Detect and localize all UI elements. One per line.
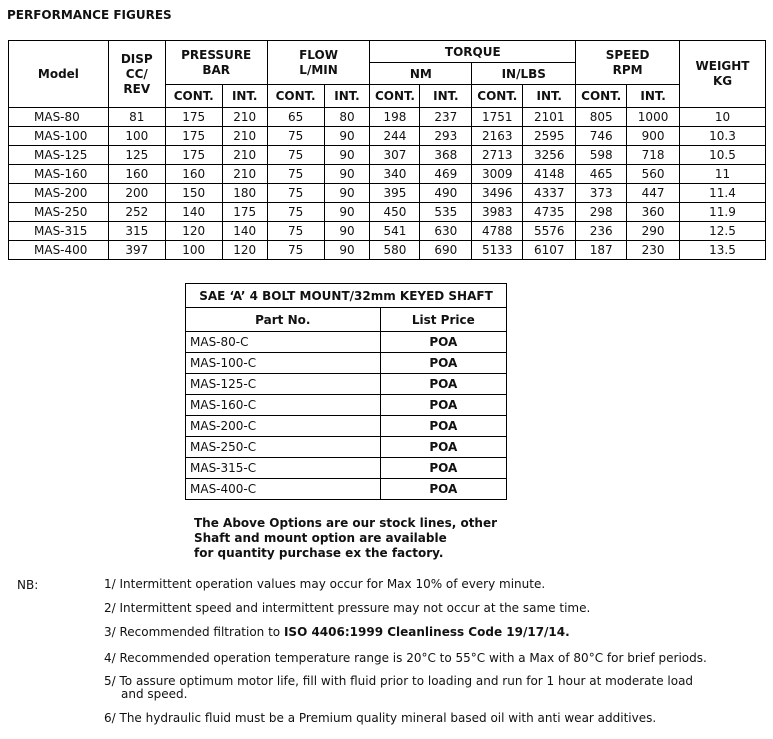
value-cell: 465: [576, 165, 627, 184]
value-cell: 360: [627, 203, 680, 222]
part-number-cell: MAS-400-C: [186, 479, 381, 500]
header-int: INT.: [324, 85, 370, 108]
value-cell: 210: [222, 165, 267, 184]
note-6: 6/ The hydraulic fluid must be a Premium quality mineral based oil with anti wear additives.: [104, 711, 657, 725]
value-cell: 230: [627, 241, 680, 260]
value-cell: 2595: [523, 127, 576, 146]
value-cell: 75: [267, 184, 324, 203]
value-cell: 395: [370, 184, 420, 203]
table-row: [186, 458, 507, 479]
value-cell: 3983: [472, 203, 523, 222]
note-1: 1/ Intermittent operation values may occur for Max 10% of every minute.: [104, 577, 546, 591]
table-row: [9, 222, 766, 241]
table-row: [186, 353, 507, 374]
value-cell: 4788: [472, 222, 523, 241]
model-cell: MAS-315: [9, 222, 109, 241]
value-cell: 5133: [472, 241, 523, 260]
model-cell: MAS-160: [9, 165, 109, 184]
value-cell: 10.5: [680, 146, 766, 165]
header-torque: TORQUE: [370, 41, 576, 63]
value-cell: 237: [420, 108, 472, 127]
table-row: [9, 127, 766, 146]
value-cell: 373: [576, 184, 627, 203]
header-speed: SPEED RPM: [576, 41, 680, 85]
table-row: [9, 146, 766, 165]
header-cont: CONT.: [267, 85, 324, 108]
value-cell: 746: [576, 127, 627, 146]
value-cell: 100: [108, 127, 165, 146]
value-cell: 397: [108, 241, 165, 260]
stock-line: The Above Options are our stock lines, other: [194, 516, 498, 530]
model-cell: MAS-250: [9, 203, 109, 222]
table-row: [186, 332, 507, 353]
value-cell: 175: [222, 203, 267, 222]
header-flow: FLOW L/MIN: [267, 41, 370, 85]
value-cell: 90: [324, 165, 370, 184]
value-cell: 90: [324, 222, 370, 241]
list-price-cell: POA: [380, 458, 506, 479]
value-cell: 293: [420, 127, 472, 146]
value-cell: 340: [370, 165, 420, 184]
value-cell: 10.3: [680, 127, 766, 146]
value-cell: 140: [165, 203, 222, 222]
header-list-price: List Price: [380, 308, 506, 332]
value-cell: 187: [576, 241, 627, 260]
value-cell: 175: [165, 146, 222, 165]
part-number-cell: MAS-200-C: [186, 416, 381, 437]
value-cell: 368: [420, 146, 472, 165]
value-cell: 2163: [472, 127, 523, 146]
value-cell: 12.5: [680, 222, 766, 241]
value-cell: 75: [267, 241, 324, 260]
value-cell: 90: [324, 203, 370, 222]
value-cell: 75: [267, 203, 324, 222]
parts-table-title: SAE ‘A’ 4 BOLT MOUNT/32mm KEYED SHAFT: [186, 284, 507, 308]
header-int: INT.: [222, 85, 267, 108]
header-cont: CONT.: [472, 85, 523, 108]
value-cell: 252: [108, 203, 165, 222]
value-cell: 160: [165, 165, 222, 184]
value-cell: 175: [165, 108, 222, 127]
header-part-no: Part No.: [186, 308, 381, 332]
nb-label: NB:: [17, 578, 39, 592]
list-price-cell: POA: [380, 332, 506, 353]
value-cell: 4337: [523, 184, 576, 203]
value-cell: 65: [267, 108, 324, 127]
note-4: 4/ Recommended operation temperature range is 20°C to 55°C with a Max of 80°C for brief periods.: [104, 651, 707, 665]
value-cell: 200: [108, 184, 165, 203]
value-cell: 90: [324, 146, 370, 165]
value-cell: 900: [627, 127, 680, 146]
value-cell: 580: [370, 241, 420, 260]
parts-price-table: [185, 283, 507, 500]
table-row: [9, 203, 766, 222]
table-row: [9, 165, 766, 184]
table-row: [9, 184, 766, 203]
table-row: [9, 108, 766, 127]
table-row: [186, 374, 507, 395]
value-cell: 1000: [627, 108, 680, 127]
part-number-cell: MAS-100-C: [186, 353, 381, 374]
value-cell: 5576: [523, 222, 576, 241]
header-int: INT.: [627, 85, 680, 108]
list-price-cell: POA: [380, 416, 506, 437]
value-cell: 2713: [472, 146, 523, 165]
value-cell: 447: [627, 184, 680, 203]
value-cell: 75: [267, 146, 324, 165]
header-int: INT.: [420, 85, 472, 108]
stock-lines-notice: [194, 516, 497, 561]
value-cell: 81: [108, 108, 165, 127]
value-cell: 75: [267, 222, 324, 241]
table-row: [186, 437, 507, 458]
value-cell: 298: [576, 203, 627, 222]
header-pressure: PRESSURE BAR: [165, 41, 267, 85]
value-cell: 80: [324, 108, 370, 127]
value-cell: 210: [222, 127, 267, 146]
value-cell: 315: [108, 222, 165, 241]
model-cell: MAS-200: [9, 184, 109, 203]
value-cell: 560: [627, 165, 680, 184]
value-cell: 307: [370, 146, 420, 165]
value-cell: 125: [108, 146, 165, 165]
value-cell: 90: [324, 184, 370, 203]
value-cell: 11.4: [680, 184, 766, 203]
model-cell: MAS-80: [9, 108, 109, 127]
header-weight: WEIGHT KG: [680, 41, 766, 108]
value-cell: 290: [627, 222, 680, 241]
value-cell: 13.5: [680, 241, 766, 260]
list-price-cell: POA: [380, 374, 506, 395]
header-model: Model: [9, 41, 109, 108]
stock-line: Shaft and mount option are available: [194, 531, 447, 545]
value-cell: 4148: [523, 165, 576, 184]
model-cell: MAS-100: [9, 127, 109, 146]
value-cell: 75: [267, 127, 324, 146]
value-cell: 244: [370, 127, 420, 146]
stock-line: for quantity purchase ex the factory.: [194, 546, 444, 560]
value-cell: 11.9: [680, 203, 766, 222]
value-cell: 236: [576, 222, 627, 241]
list-price-cell: POA: [380, 437, 506, 458]
value-cell: 690: [420, 241, 472, 260]
value-cell: 6107: [523, 241, 576, 260]
value-cell: 120: [165, 222, 222, 241]
value-cell: 210: [222, 146, 267, 165]
note-5: 5/ To assure optimum motor life, fill with fluid prior to loading and run for 1 hour at moderate load and speed.: [104, 674, 694, 701]
value-cell: 180: [222, 184, 267, 203]
header-cont: CONT.: [370, 85, 420, 108]
part-number-cell: MAS-250-C: [186, 437, 381, 458]
model-cell: MAS-125: [9, 146, 109, 165]
part-number-cell: MAS-80-C: [186, 332, 381, 353]
value-cell: 150: [165, 184, 222, 203]
model-cell: MAS-400: [9, 241, 109, 260]
header-cont: CONT.: [576, 85, 627, 108]
header-torque-nm: NM: [370, 63, 472, 85]
value-cell: 3256: [523, 146, 576, 165]
value-cell: 120: [222, 241, 267, 260]
value-cell: 541: [370, 222, 420, 241]
value-cell: 100: [165, 241, 222, 260]
value-cell: 598: [576, 146, 627, 165]
value-cell: 450: [370, 203, 420, 222]
value-cell: 535: [420, 203, 472, 222]
value-cell: 210: [222, 108, 267, 127]
part-number-cell: MAS-160-C: [186, 395, 381, 416]
part-number-cell: MAS-315-C: [186, 458, 381, 479]
list-price-cell: POA: [380, 353, 506, 374]
page-title: PERFORMANCE FIGURES: [7, 8, 172, 22]
value-cell: 718: [627, 146, 680, 165]
table-row: [186, 395, 507, 416]
value-cell: 4735: [523, 203, 576, 222]
value-cell: 805: [576, 108, 627, 127]
header-cont: CONT.: [165, 85, 222, 108]
value-cell: 90: [324, 241, 370, 260]
value-cell: 90: [324, 127, 370, 146]
value-cell: 11: [680, 165, 766, 184]
table-row: [9, 241, 766, 260]
table-row: [186, 479, 507, 500]
table-row: [186, 416, 507, 437]
value-cell: 630: [420, 222, 472, 241]
list-price-cell: POA: [380, 479, 506, 500]
value-cell: 10: [680, 108, 766, 127]
part-number-cell: MAS-125-C: [186, 374, 381, 395]
value-cell: 490: [420, 184, 472, 203]
note-3: 3/ Recommended filtration to ISO 4406:1999 Cleanliness Code 19/17/14.: [104, 625, 570, 639]
header-disp: DISP CC/ REV: [108, 41, 165, 108]
header-torque-inlbs: IN/LBS: [472, 63, 576, 85]
header-int: INT.: [523, 85, 576, 108]
value-cell: 469: [420, 165, 472, 184]
performance-table: [8, 40, 766, 260]
value-cell: 75: [267, 165, 324, 184]
value-cell: 140: [222, 222, 267, 241]
value-cell: 3496: [472, 184, 523, 203]
value-cell: 2101: [523, 108, 576, 127]
value-cell: 3009: [472, 165, 523, 184]
value-cell: 160: [108, 165, 165, 184]
note-2: 2/ Intermittent speed and intermittent pressure may not occur at the same time.: [104, 601, 591, 615]
list-price-cell: POA: [380, 395, 506, 416]
value-cell: 198: [370, 108, 420, 127]
value-cell: 1751: [472, 108, 523, 127]
value-cell: 175: [165, 127, 222, 146]
